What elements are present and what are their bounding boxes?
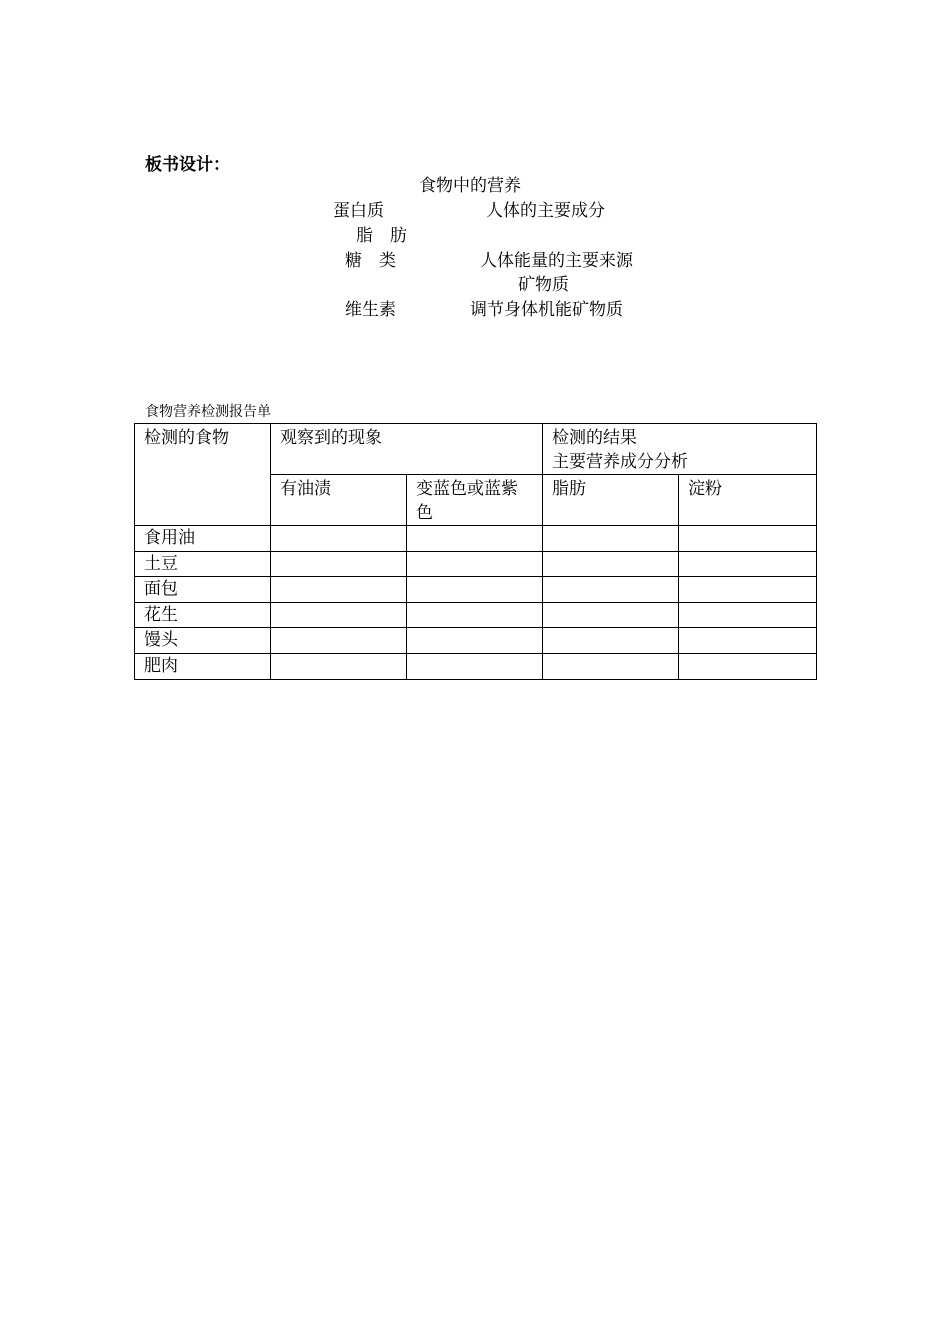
oil-stain-cell bbox=[271, 602, 407, 628]
fat-cell bbox=[543, 628, 679, 654]
report-title: 食物营养检测报告单 bbox=[145, 404, 271, 420]
board-line-3-left: 糖 类 bbox=[345, 251, 396, 271]
header-observed: 观察到的现象 bbox=[271, 424, 543, 475]
blue-purple-cell bbox=[407, 526, 543, 552]
food-cell: 土豆 bbox=[135, 551, 271, 577]
fat-cell bbox=[543, 577, 679, 603]
header-oil-stain: 有油渍 bbox=[271, 475, 407, 526]
header-blue-purple: 变蓝色或蓝紫色 bbox=[407, 475, 543, 526]
oil-stain-cell bbox=[271, 577, 407, 603]
blue-purple-cell bbox=[407, 577, 543, 603]
blue-purple-cell bbox=[407, 653, 543, 679]
header-row-1 bbox=[135, 424, 817, 475]
fat-cell bbox=[543, 526, 679, 552]
food-cell: 肥肉 bbox=[135, 653, 271, 679]
table-row bbox=[135, 602, 817, 628]
header-result bbox=[543, 424, 817, 475]
food-cell: 食用油 bbox=[135, 526, 271, 552]
table-row bbox=[135, 551, 817, 577]
report-table bbox=[134, 423, 817, 680]
food-cell: 馒头 bbox=[135, 628, 271, 654]
board-line-5-left: 维生素 bbox=[345, 300, 396, 320]
fat-cell bbox=[543, 653, 679, 679]
starch-cell bbox=[679, 653, 817, 679]
oil-stain-cell bbox=[271, 551, 407, 577]
starch-cell bbox=[679, 628, 817, 654]
starch-cell bbox=[679, 577, 817, 603]
board-line-2-left: 脂 肪 bbox=[356, 226, 407, 246]
header-starch: 淀粉 bbox=[679, 475, 817, 526]
header-food: 检测的食物 bbox=[135, 424, 271, 526]
food-cell: 花生 bbox=[135, 602, 271, 628]
oil-stain-cell bbox=[271, 526, 407, 552]
board-line-4-right: 矿物质 bbox=[518, 275, 569, 295]
board-title: 食物中的营养 bbox=[419, 176, 521, 196]
starch-cell bbox=[679, 526, 817, 552]
table-row bbox=[135, 653, 817, 679]
board-line-1-right: 人体的主要成分 bbox=[486, 201, 605, 221]
table-row bbox=[135, 577, 817, 603]
board-design-heading: 板书设计： bbox=[145, 155, 230, 175]
board-line-1-left: 蛋白质 bbox=[333, 201, 384, 221]
table-row bbox=[135, 628, 817, 654]
board-line-3-right: 人体能量的主要来源 bbox=[480, 251, 633, 271]
header-result-line2: 主要营养成分分析 bbox=[552, 452, 688, 472]
table-row bbox=[135, 526, 817, 552]
blue-purple-cell bbox=[407, 602, 543, 628]
blue-purple-cell bbox=[407, 628, 543, 654]
food-cell: 面包 bbox=[135, 577, 271, 603]
oil-stain-cell bbox=[271, 628, 407, 654]
fat-cell bbox=[543, 551, 679, 577]
fat-cell bbox=[543, 602, 679, 628]
board-line-5-right: 调节身体机能矿物质 bbox=[470, 300, 623, 320]
header-result-line1: 检测的结果 bbox=[552, 428, 637, 448]
blue-purple-cell bbox=[407, 551, 543, 577]
header-fat: 脂肪 bbox=[543, 475, 679, 526]
starch-cell bbox=[679, 602, 817, 628]
oil-stain-cell bbox=[271, 653, 407, 679]
starch-cell bbox=[679, 551, 817, 577]
